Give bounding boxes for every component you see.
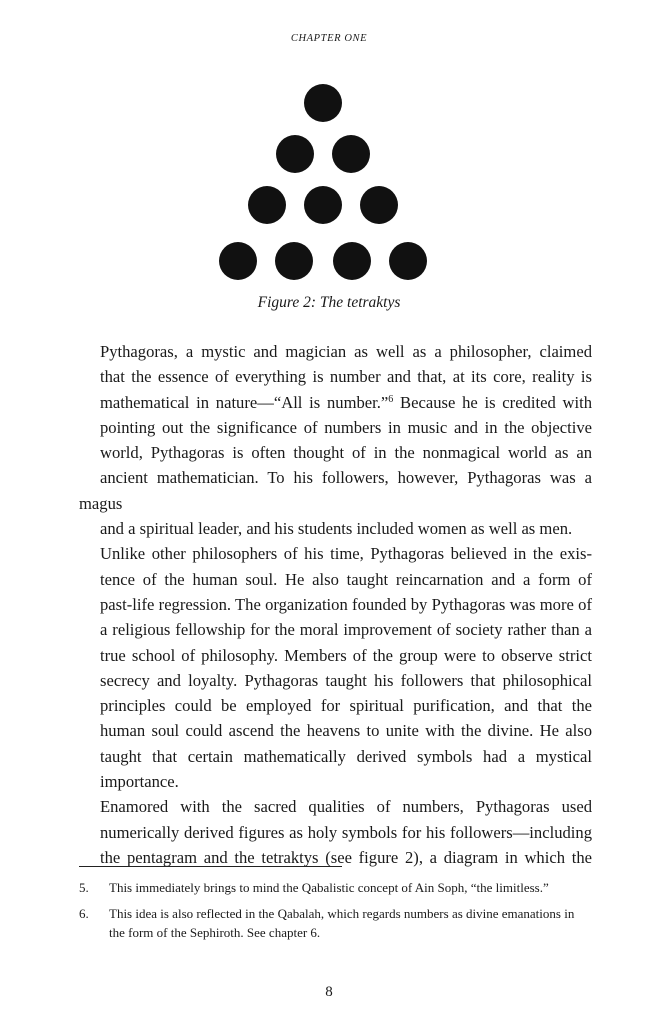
- body-text: [79, 339, 592, 870]
- text-segment: Because he is credited with: [393, 392, 592, 412]
- tetraktys-dot: [332, 135, 370, 173]
- footnote-number: 5.: [79, 880, 89, 895]
- footnote-divider: [79, 866, 342, 867]
- tetraktys-figure: [229, 84, 417, 280]
- tetraktys-dot: [275, 242, 313, 280]
- paragraph: [79, 339, 592, 541]
- text-line: past-life regression. The organization founded by Pythagoras was more of: [100, 594, 592, 614]
- footnote-text: This idea is also reflected in the Qabalah, which regards numbers as divine emanations in the form of the Sephiroth. See chapter 6.: [109, 905, 575, 940]
- text-line: ancient mathematician. To his followers, however, Pythagoras was a magus: [79, 468, 592, 513]
- footnote: [79, 904, 592, 943]
- text-line: importance.: [100, 772, 179, 792]
- text-line: a religious fellowship for the moral improvement of society rather than a: [100, 620, 592, 640]
- tetraktys-dot: [248, 186, 286, 224]
- text-line: Enamored with the sacred qualities of numbers, Pythagoras used: [100, 797, 592, 817]
- text-line: secrecy and loyalty. Pythagoras taught his followers that philosophical: [100, 670, 592, 690]
- text-segment: mathematical in nature—“All is number.”: [100, 392, 389, 412]
- footnote-text: This immediately brings to mind the Qabalistic concept of Ain Soph, “the limitless.”: [109, 880, 549, 895]
- tetraktys-dot: [389, 242, 427, 280]
- footnote-reference: 6: [388, 393, 394, 405]
- tetraktys-dot: [304, 186, 342, 224]
- text-line: and a spiritual leader, and his students included women as well as men.: [100, 519, 573, 539]
- text-line: tence of the human soul. He also taught reincarnation and a form of: [100, 569, 592, 589]
- tetraktys-dot: [219, 242, 257, 280]
- text-line: principles could be employed for spiritual purification, and that the: [100, 696, 592, 716]
- tetraktys-dot: [304, 84, 342, 122]
- footnotes: [79, 878, 592, 949]
- tetraktys-dot: [360, 186, 398, 224]
- figure-caption: Figure 2: The tetraktys: [257, 294, 401, 311]
- text-line: numerically derived figures as holy symbols for his followers—including: [100, 822, 592, 842]
- paragraph: [79, 794, 592, 870]
- text-line: taught that certain mathematically derived symbols had a mystical: [100, 746, 592, 766]
- footnote: [79, 878, 592, 898]
- footnote-number: 6.: [79, 905, 89, 921]
- text-line: pointing out the significance of numbers in music and in the objective: [100, 417, 592, 437]
- text-line: Pythagoras, a mystic and magician as well as a philosopher, claimed: [100, 342, 592, 361]
- page-number: 8: [325, 984, 333, 1000]
- text-line: the pentagram and the tetraktys (see figure 2), a diagram in which the: [100, 847, 592, 867]
- text-line: human soul could ascend the heavens to unite with the divine. He also: [100, 721, 592, 741]
- text-line: [79, 390, 592, 415]
- text-line: world, Pythagoras is often thought of in the nonmagical world as an: [100, 443, 592, 463]
- paragraph: [79, 541, 592, 794]
- tetraktys-dot: [276, 135, 314, 173]
- running-head: CHAPTER ONE: [290, 33, 368, 44]
- text-line: Unlike other philosophers of his time, Pythagoras believed in the exis-: [100, 544, 592, 564]
- text-line: that the essence of everything is number and that, at its core, reality is: [100, 367, 592, 387]
- tetraktys-dot: [333, 242, 371, 280]
- text-line: true school of philosophy. Members of the group were to observe strict: [100, 645, 592, 665]
